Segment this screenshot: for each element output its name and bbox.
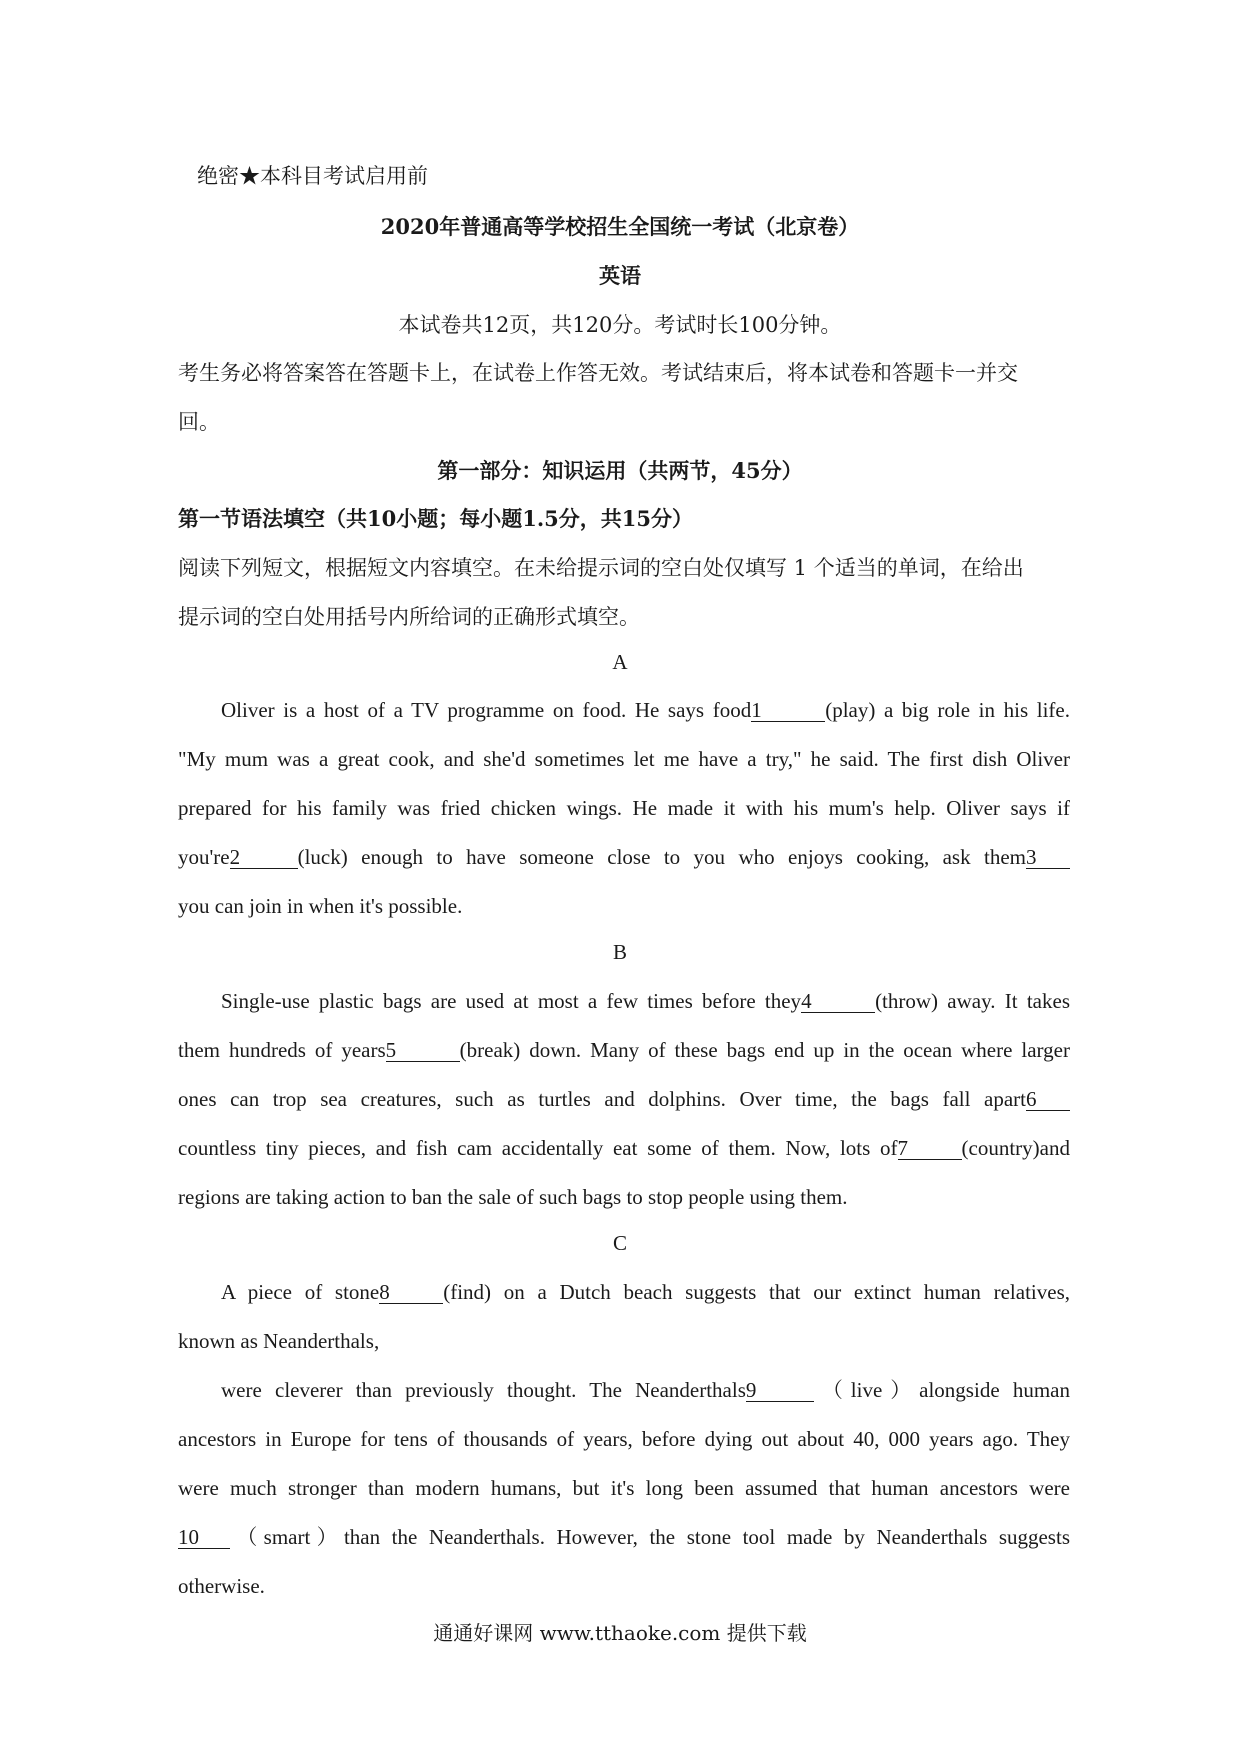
passage-c-line-1 <box>178 1268 1070 1317</box>
passage-c-line-5: were much stronger than modern humans, but it's long been assumed that human ancestors were <box>178 1476 1070 1500</box>
confidential-label: 绝密★本科目考试启用前 <box>197 164 428 188</box>
blank-5[interactable]: 5 <box>386 1039 460 1062</box>
passage-text: （live）alongside human <box>813 1378 1070 1402</box>
passage-a-line-1 <box>178 686 1070 735</box>
passage-c-line-7: otherwise. <box>178 1574 265 1598</box>
instructions-line-1: 阅读下列短文，根据短文内容填空。在未给提示词的空白处仅填写 1 个适当的单词，在给出 <box>178 556 1024 580</box>
passage-a-line-5: you can join in when it's possible. <box>178 894 463 918</box>
passage-b <box>178 977 1070 1222</box>
passage-text: Oliver is a host of a TV programme on food. He says food <box>221 698 752 722</box>
passage-c-label: C <box>612 1231 627 1255</box>
passage-text: (throw) away. It takes <box>875 989 1070 1013</box>
footer-download-note: 通通好课网 www.tthaoke.com 提供下载 <box>433 1621 807 1645</box>
passage-text: them hundreds of years <box>178 1038 386 1062</box>
passage-text: (luck) enough to have someone close to you who enjoys cooking, ask them <box>297 845 1026 869</box>
passage-text: countless tiny pieces, and fish cam accidentally eat some of them. Now, lots of <box>178 1136 898 1160</box>
blank-3[interactable]: 3 <box>1026 846 1070 869</box>
blank-1[interactable]: 1 <box>751 699 825 722</box>
blank-4[interactable]: 4 <box>801 990 875 1013</box>
passage-text: (country)and <box>961 1136 1070 1160</box>
exam-title: 2020年普通高等学校招生全国统一考试（北京卷） <box>380 214 860 239</box>
passage-text: were cleverer than previously thought. The Neanderthals <box>221 1378 746 1402</box>
passage-b-line-4 <box>178 1124 1070 1173</box>
notice-line-2: 回。 <box>178 410 220 434</box>
blank-8[interactable]: 8 <box>379 1281 443 1304</box>
blank-9[interactable]: 9 <box>746 1379 814 1402</box>
blank-7[interactable]: 7 <box>898 1137 962 1160</box>
passage-c-line-4: ancestors in Europe for tens of thousands of years, before dying out about 40, 000 years ago. They <box>178 1427 1070 1451</box>
passage-text: （smart）than the Neanderthals. However, the stone tool made by Neanderthals suggests <box>230 1525 1070 1549</box>
passage-a-line-3: prepared for his family was fried chicken wings. He made it with his mum's help. Oliver says if <box>178 796 1070 820</box>
passage-c <box>178 1268 1070 1611</box>
passage-b-line-1 <box>178 977 1070 1026</box>
passage-text: (play) a big role in his life. <box>825 698 1070 722</box>
passage-text: Single-use plastic bags are used at most a few times before they <box>221 989 802 1013</box>
passage-b-line-3 <box>178 1075 1070 1124</box>
passage-c-line-6 <box>178 1513 1070 1562</box>
part-one-title: 第一部分：知识运用（共两节，45分） <box>437 458 803 483</box>
passage-text: (find) on a Dutch beach suggests that our extinct human relatives, <box>443 1280 1070 1304</box>
passage-a-line-4 <box>178 833 1070 882</box>
subject-title: 英语 <box>599 263 641 288</box>
blank-2[interactable]: 2 <box>230 846 298 869</box>
passage-b-line-5: regions are taking action to ban the sale of such bags to stop people using them. <box>178 1185 848 1209</box>
passage-a-label: A <box>612 650 628 674</box>
exam-info: 本试卷共12页，共120分。考试时长100分钟。 <box>398 313 842 337</box>
passage-c-line-3 <box>178 1366 1070 1415</box>
passage-text: A piece of stone <box>221 1280 380 1304</box>
passage-b-label: B <box>612 940 627 964</box>
blank-6[interactable]: 6 <box>1026 1088 1070 1111</box>
passage-b-line-2 <box>178 1026 1070 1075</box>
section-one-title: 第一节语法填空（共10小题；每小题1.5分，共15分） <box>178 506 693 531</box>
instructions-line-2: 提示词的空白处用括号内所给词的正确形式填空。 <box>178 605 640 629</box>
passage-text: you're <box>178 845 230 869</box>
passage-a <box>178 686 1070 931</box>
notice-line-1: 考生务必将答案答在答题卡上，在试卷上作答无效。考试结束后，将本试卷和答题卡一并交 <box>178 361 1018 385</box>
passage-text: ones can trop sea creatures, such as turtles and dolphins. Over time, the bags fall apart <box>178 1087 1026 1111</box>
passage-c-line-2: known as Neanderthals, <box>178 1329 380 1353</box>
passage-a-line-2: "My mum was a great cook, and she'd sometimes let me have a try," he said. The first dish Oliver <box>178 747 1070 771</box>
blank-10[interactable]: 10 <box>178 1526 230 1549</box>
passage-text: (break) down. Many of these bags end up in the ocean where larger <box>459 1038 1070 1062</box>
